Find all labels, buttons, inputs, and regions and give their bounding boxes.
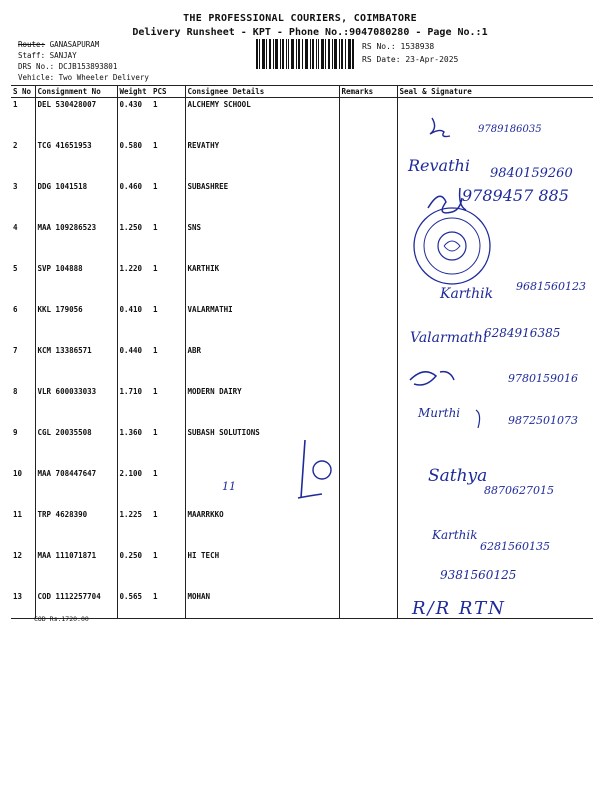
cell-consignee: MOHAN <box>185 590 339 619</box>
cell-weight: 1.220 <box>119 264 143 273</box>
route-struck: Route: <box>18 40 46 49</box>
cell-consignment: CGL 20035508 <box>35 426 117 467</box>
cell-sno: 11 <box>11 508 35 549</box>
cell-consignment: KCM 13386571 <box>35 344 117 385</box>
cell-sno: 10 <box>11 467 35 508</box>
cell-consignment: MAA 109286523 <box>35 221 117 262</box>
signature-5-name: Karthik <box>440 286 494 302</box>
signature-10-name: Sathya <box>428 466 488 486</box>
seal-stamp <box>414 208 490 284</box>
cell-pcs: 1 <box>151 508 185 549</box>
signature-11-phone: 6281560135 <box>480 540 550 553</box>
cell-consignment: VLR 600033033 <box>35 385 117 426</box>
cell-consignee: HI TECH <box>185 549 339 590</box>
cell-consignee: REVATHY <box>185 139 339 180</box>
cell-pcs: 1 <box>151 590 185 619</box>
cell-pcs: 1 <box>151 385 185 426</box>
cell-weight: 0.440 <box>119 346 143 355</box>
col-sno: S No <box>11 86 35 98</box>
cell-sno: 13 <box>11 590 35 619</box>
cell-sno: 6 <box>11 303 35 344</box>
cell-consignment: SVP 104888 <box>35 262 117 303</box>
signature-3: 9789457 885 <box>462 186 569 205</box>
cell-consignee: SUBASH SOLUTIONS <box>185 426 339 467</box>
col-consignee: Consignee Details <box>185 86 339 98</box>
cell-pcs: 1 <box>151 303 185 344</box>
cell-sno: 9 <box>11 426 35 467</box>
signature-2-phone: 9840159260 <box>490 166 573 181</box>
col-seal: Seal & Signature <box>397 86 593 98</box>
company-title: THE PROFESSIONAL COURIERS, COIMBATORE <box>183 13 417 24</box>
col-remarks: Remarks <box>339 86 397 98</box>
signature-10-mark: 11 <box>222 480 236 493</box>
col-pcs: PCS <box>151 86 185 98</box>
cell-weight: 1.360 <box>119 428 143 437</box>
signature-6-phone: 6284916385 <box>484 326 561 340</box>
cell-consignment: TRP 4628390 <box>35 508 117 549</box>
signature-6-name: Valarmathi <box>410 330 488 346</box>
cell-pcs: 1 <box>151 262 185 303</box>
vehicle-line: Vehicle: Two Wheeler Delivery <box>18 73 149 82</box>
runsheet-title: Delivery Runsheet - KPT - Phone No.:9047080280 - Page No.:1 <box>132 27 488 38</box>
rs-date: RS Date: 23-Apr-2025 <box>362 55 459 64</box>
cell-consignee: MODERN DAIRY <box>185 385 339 426</box>
cell-weight: 1.250 <box>119 223 143 232</box>
cell-weight: 0.410 <box>119 305 143 314</box>
drs-line: DRS No.: DCJB153893801 <box>18 62 118 71</box>
cell-consignee: ABR <box>185 344 339 385</box>
route-value: GANASAPURAM <box>49 40 100 49</box>
cod-total: COD Rs.1720.00 <box>34 615 89 623</box>
cell-consignment: COD 1112257704 <box>35 590 117 619</box>
cell-weight: 0.580 <box>119 141 143 150</box>
cell-consignee: MAARRKKO <box>185 508 339 549</box>
cell-sno: 7 <box>11 344 35 385</box>
signature-8-name: Murthi <box>418 406 461 420</box>
cell-consignment: MAA 708447647 <box>35 467 117 508</box>
cell-sno: 2 <box>11 139 35 180</box>
rs-number: RS No.: 1538938 <box>362 42 435 51</box>
cell-sno: 1 <box>11 98 35 140</box>
cell-weight: 0.250 <box>119 551 143 560</box>
cell-consignee: VALARMATHI <box>185 303 339 344</box>
cell-sno: 4 <box>11 221 35 262</box>
cell-sno: 3 <box>11 180 35 221</box>
cell-sno: 12 <box>11 549 35 590</box>
cell-pcs: 1 <box>151 344 185 385</box>
cell-weight: 0.430 <box>119 100 143 109</box>
cell-weight: 0.565 <box>117 590 151 619</box>
cell-pcs: 1 <box>151 221 185 262</box>
cell-sno: 8 <box>11 385 35 426</box>
signature-7-phone: 9780159016 <box>508 372 578 385</box>
cell-consignment: TCG 41651953 <box>35 139 117 180</box>
col-consignment: Consignment No <box>35 86 117 98</box>
cell-weight: 0.460 <box>119 182 143 191</box>
cell-pcs: 1 <box>151 139 185 180</box>
signature-5-phone: 9681560123 <box>516 280 586 293</box>
cell-consignee: KARTHIK <box>185 262 339 303</box>
cell-pcs: 1 <box>151 426 185 467</box>
signature-2-name: Revathi <box>408 156 470 175</box>
signature-10-phone: 8870627015 <box>484 484 554 497</box>
cell-weight: 1.225 <box>119 510 143 519</box>
staff-line: Staff: SANJAY <box>18 51 77 60</box>
signature-1: 9789186035 <box>478 124 542 135</box>
cell-pcs: 1 <box>151 549 185 590</box>
cell-sno: 5 <box>11 262 35 303</box>
cell-consignment: DDG 1041518 <box>35 180 117 221</box>
signature-13: R/R RTN <box>412 598 506 619</box>
col-weight: Weight <box>117 86 151 98</box>
cell-consignee: SUBASHREE <box>185 180 339 221</box>
signature-11-name: Karthik <box>432 528 478 542</box>
signature-8-phone: 9872501073 <box>508 414 578 427</box>
cell-weight: 2.100 <box>119 469 143 478</box>
cell-pcs: 1 <box>151 467 185 508</box>
cell-consignee: ALCHEMY SCHOOL <box>185 98 339 140</box>
cell-consignment: MAA 111071871 <box>35 549 117 590</box>
cell-weight: 1.710 <box>119 387 143 396</box>
cell-consignee: SNS <box>185 221 339 262</box>
cell-consignment: DEL 530428007 <box>35 98 117 140</box>
cell-consignment: KKL 179056 <box>35 303 117 344</box>
cell-pcs: 1 <box>151 180 185 221</box>
signature-12-phone: 9381560125 <box>440 568 517 582</box>
cell-pcs: 1 <box>151 98 185 140</box>
